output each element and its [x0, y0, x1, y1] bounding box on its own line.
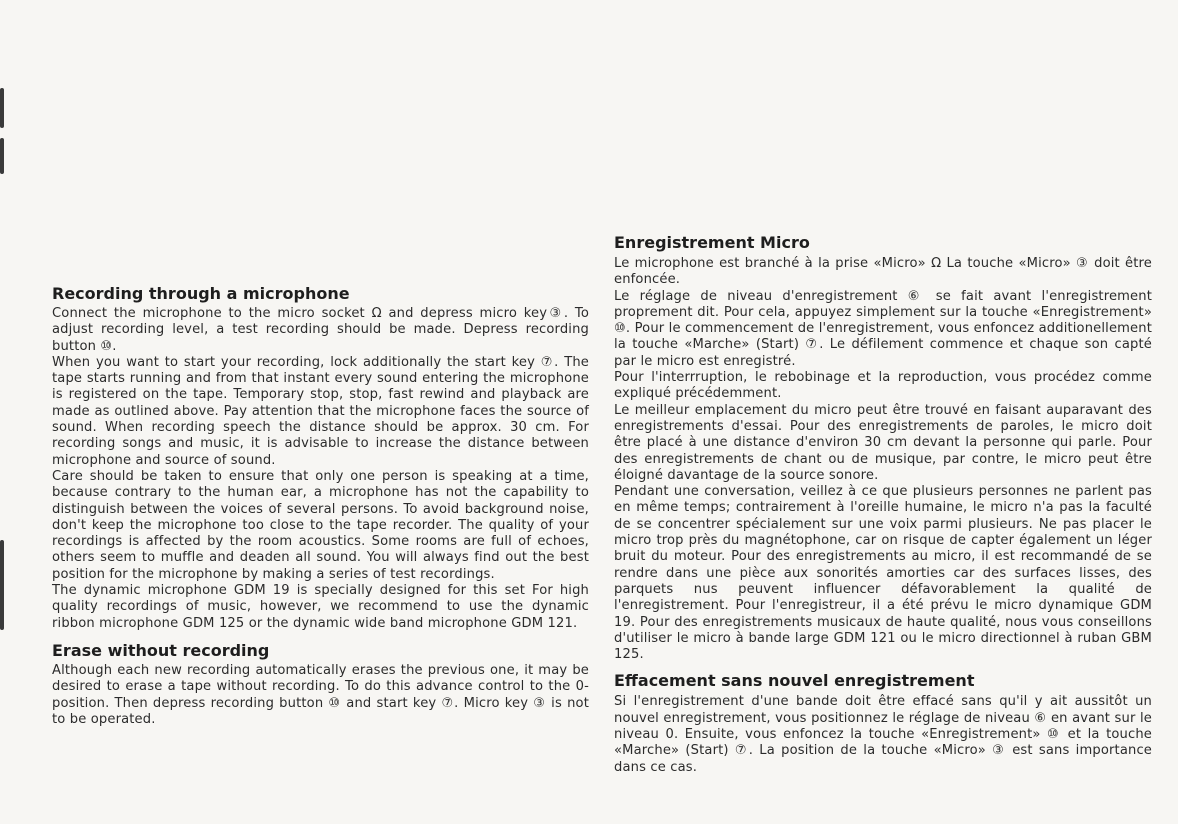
paragraph: Le microphone est branché à la prise «Micro» Ω La touche «Micro» ③ doit être enfoncée.: [614, 256, 1152, 288]
binding-mark-upper: [0, 138, 4, 174]
paragraph: Connect the microphone to the micro socket Ω and depress micro key③. To adjust recording level, a test recording should be made. Depress recording button ⑩.: [52, 306, 589, 354]
paragraph: Le meilleur emplacement du micro peut être trouvé en faisant auparavant des enregistrements d'essai. Pour des enregistrements de paroles, le micro doit être placé à une distance d'environ 30 cm devant la personne qui parle. Pour des enregistrements de chant ou de musique, par contre, le micro peut être éloigné davantage de la source sonore.: [614, 402, 1152, 483]
paragraph: When you want to start your recording, lock additionally the start key ⑦. The tape starts running and from that instant every sound entering the microphone is registered on the tape. Temporary stop, stop, fast rewind and playback are made as outlined above. Pay attention that the microphone faces the source of sound. When recording speech the distance should be approx. 30 cm. For recording songs and music, it is advisable to increase the distance between microphone and source of sound.: [52, 354, 589, 468]
paragraph: Si l'enregistrement d'une bande doit être effacé sans qu'il y ait aussitôt un nouvel enregistrement, vous positionnez le réglage de niveau ⑥ en avant sur le niveau 0. Ensuite, vous enfoncez la touche «Enregistrement» ⑩ et la touche «Marche» (Start) ⑦. La position de la touche «Micro» ③ est sans importance dans ce cas.: [614, 694, 1152, 775]
paragraph: Le réglage de niveau d'enregistrement ⑥ se fait avant l'enregistrement proprement dit. Pour cela, appuyez simplement sur la touche «Enregistrement» ⑩. Pour le commencement de l'enregistrement, vous enfoncez additionellement la touche «Marche» (Start) ⑦. Le défilement commence et chaque son capté par le micro est enregistré.: [614, 288, 1152, 369]
paragraph: Pour l'interrruption, le rebobinage et la reproduction, vous procédez comme expliqué précédemment.: [614, 370, 1152, 402]
binding-mark-bottom: [0, 600, 4, 630]
heading-erase-without-recording: Erase without recording: [52, 640, 270, 660]
heading-effacement: Effacement sans nouvel enregistrement: [614, 671, 975, 691]
english-column: [52, 284, 589, 728]
paragraph: Care should be taken to ensure that only one person is speaking at a time, because contrary to the human ear, a microphone has not the capability to distinguish between the voices of several persons. To avoid background noise, don't keep the microphone too close to the tape recorder. The quality of your recordings is affected by the room acoustics. Some rooms are full of echoes, others seem to muffle and deaden all sound. You will always find out the best position for the microphone by making a series of test recordings.: [52, 468, 589, 582]
paragraph: The dynamic microphone GDM 19 is specially designed for this set For high quality recordings of music, however, we recommend to use the dynamic ribbon microphone GDM 125 or the dynamic wide band microphone GDM 121.: [52, 583, 589, 631]
heading-enregistrement-micro: Enregistrement Micro: [614, 233, 810, 252]
binding-mark-top: [0, 88, 4, 128]
heading-recording-microphone: Recording through a microphone: [52, 284, 350, 303]
paragraph: Pendant une conversation, veillez à ce que plusieurs personnes ne parlent pas en même temps; contrairement à l'oreille humaine, le micro n'a pas la faculté de se concentrer spécialement sur une voix parmi plusieurs. Ne pas placer le micro trop près du magnétophone, car on risque de capter également un léger bruit du moteur. Pour des enregistrements au micro, il est recommandé de se rendre dans une pièce aux sonorités amorties car des surfaces lisses, des parquets nus peuvent influencer défavorablement la qualité de l'enregistrement. Pour l'enregistreur, il a été prévu le micro dynamique GDM 19. Pour des enregistrements musicaux de haute qualité, nous vous conseillons d'utiliser le micro à bande large GDM 121 ou le micro directionnel à ruban GBM 125.: [614, 484, 1152, 663]
paragraph: Although each new recording automatically erases the previous one, it may be desired to erase a tape without recording. To do this advance control to the 0-position. Then depress recording button ⑩ and start key ⑦. Micro key ③ is not to be operated.: [52, 662, 589, 727]
french-column: [614, 233, 1152, 776]
